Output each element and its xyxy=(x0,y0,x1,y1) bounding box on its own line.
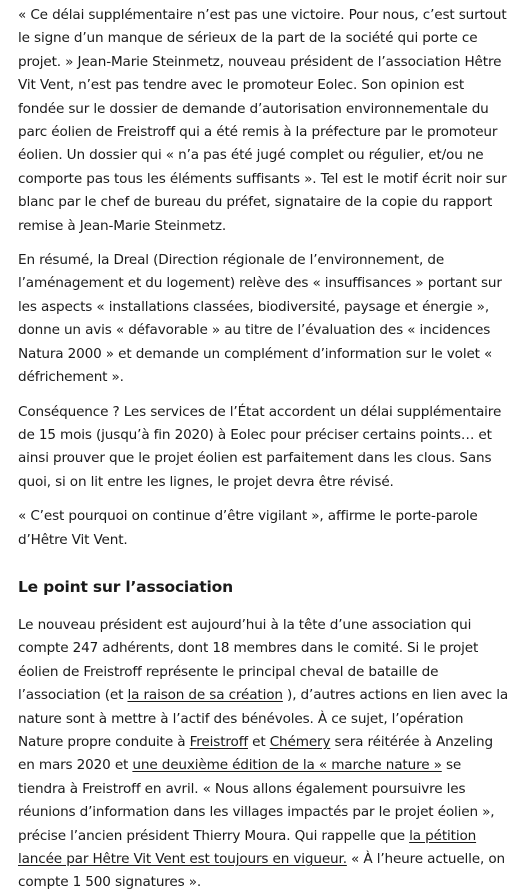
section-heading-association: Le point sur l’association xyxy=(18,577,233,596)
text-segment: ), d’autres actions en lien avec la nature sont à mettre à l’actif des bénévoles. À ce sujet, l’opération Nature propre conduite à xyxy=(18,687,509,750)
text-segment: se tiendra à Freistroff en avril. « Nous allons également poursuivre les réunions d’information dans les villages impactés par le projet éolien », précise l’ancien président Thierry Moura. Qui rappelle que xyxy=(18,757,495,844)
text-segment: « À l’heure actuelle, on compte 1 500 signatures ». xyxy=(18,851,505,891)
text-segment: Le nouveau président est aujourd’hui à la tête d’une association qui compte 247 adhérents, dont 18 membres dans le comité. Si le projet éolien de Freistroff représente le principal cheval de bataille de l’association (et xyxy=(18,616,479,704)
link-marche-nature[interactable]: une deuxième édition de la « marche nature » xyxy=(132,757,442,774)
link-petition[interactable]: la pétition lancée par Hêtre Vit Vent est toujours en vigueur. xyxy=(18,827,477,867)
paragraph-consequence: Conséquence ? Les services de l’État accordent un délai supplémentaire de 15 mois (jusqu’à fin 2020) à Eolec pour préciser certains points… et ainsi prouver que le projet éolien est parfaitement dans les clous. Sans quoi, si on lit entre les lignes, le projet devra être révisé. xyxy=(18,403,502,490)
text-segment: et xyxy=(247,733,270,750)
paragraph-vigilance-quote: « C’est pourquoi on continue d’être vigilant », affirme le porte-parole d’Hêtre Vit Vent. xyxy=(18,508,478,548)
paragraph-association xyxy=(18,614,511,895)
text-segment: sera réitérée à Anzeling en mars 2020 et xyxy=(18,733,493,774)
link-freistroff[interactable]: Freistroff xyxy=(189,733,248,750)
paragraph-dreal-summary: En résumé, la Dreal (Direction régionale de l’environnement, de l’aménagement et du logement) relève des « insuffisances » portant sur les aspects « installations classées, biodiversité, paysage et énergie », donne un avis « défavorable » au titre de l’évaluation des « incidences Natura 2000 » et demande un complément d’information sur le volet « défrichement ». xyxy=(18,252,502,386)
paragraph-delay-quote: « Ce délai supplémentaire n’est pas une victoire. Pour nous, c’est surtout le signe d’un manque de sérieux de la part de la société qui porte ce projet. » Jean-Marie Steinmetz, nouveau président de l’association Hêtre Vit Vent, n’est pas tendre avec le promoteur Eolec. Son opinion est fondée sur le dossier de demande d’autorisation environnementale du parc éolien de Freistroff qui a été remis à la préfecture par le promoteur éolien. Un dossier qui « n’a pas été jugé complet ou régulier, et/ou ne comporte pas tous les éléments suffisants ». Tel est le motif écrit noir sur blanc par le chef de bureau du préfet, signataire de la copie du rapport remise à Jean-Marie Steinmetz. xyxy=(18,7,507,234)
link-chemery[interactable]: Chémery xyxy=(269,733,331,750)
link-creation-reason[interactable]: la raison de sa création xyxy=(127,687,283,704)
